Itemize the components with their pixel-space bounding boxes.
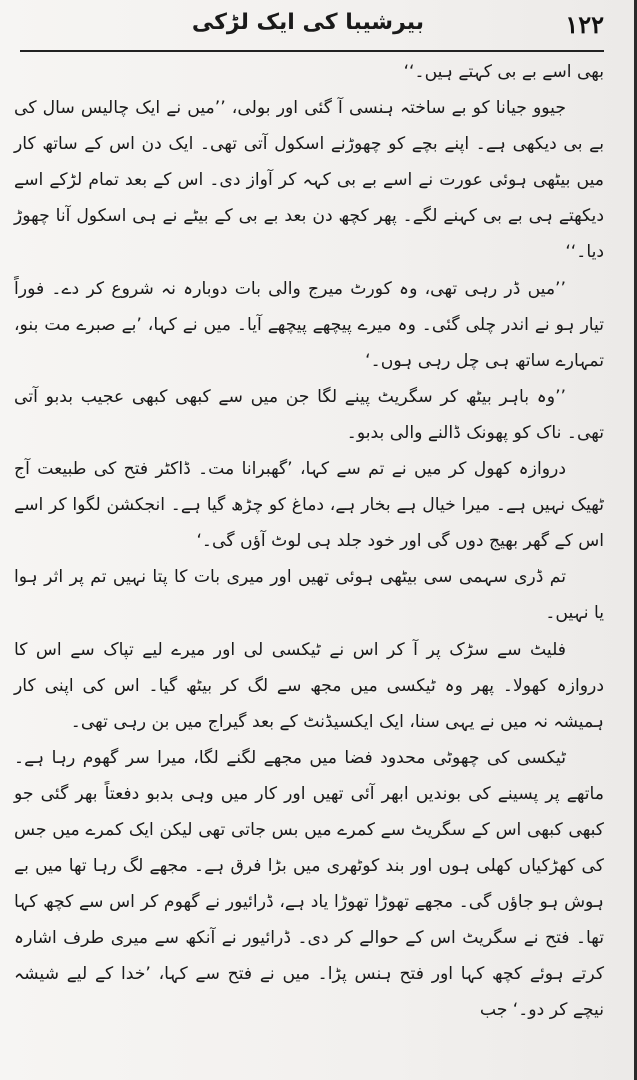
paragraph: ٹیکسی کی چھوٹی محدود فضا میں مجھے لگنے لگا، میرا سر گھوم رہا ہے۔ ماتھے پر پسینے کی بوندیں ابھر آئی تھیں اور کار میں وہی بدبو دفعتاً بھر گئی جو کبھی کبھی اس کے سگریٹ سے کمرے میں بس جاتی تھی لیکن ایک کمرے میں جس کی کھڑکیاں کھلی ہوں اور بند کوٹھری میں بڑا فرق ہے۔ مجھے لگ رہا تھا میں بے ہوش ہو جاؤں گی۔ مجھے تھوڑا تھوڑا یاد ہے، ڈرائیور نے گھوم کر اس سے کچھ کہا تھا۔ فتح نے سگریٹ اس کے حوالے کر دی۔ ڈرائیور نے آنکھ سے میری طرف اشارہ کرتے ہوئے کچھ کہا اور فتح ہنس پڑا۔ میں نے فتح سے کہا، ’خدا کے لیے شیشہ نیچے کر دو۔‘ جب [14,747,604,1021]
paragraph: ’’وہ باہر بیٹھ کر سگریٹ پینے لگا جن میں سے کبھی کبھی عجیب بدبو آتی تھی۔ ناک کو پھونک ڈالنے والی بدبو۔ [14,386,604,443]
header-rule [20,50,604,52]
paragraph: فلیٹ سے سڑک پر آ کر اس نے ٹیکسی لی اور میرے لیے تپاک سے اس کا دروازہ کھولا۔ پھر وہ ٹیکسی میں مجھ سے لگ کر بیٹھ گیا۔ اس کی اپنی کار ہمیشہ نہ میں نے یہی سنا، ایک ایکسیڈنٹ کے بعد گیراج میں بن رہی تھی۔ [14,639,604,732]
running-title: بیرشیبا کی ایک لڑکی [191,10,424,35]
paragraph: بھی اسے بے بی کہتے ہیں۔‘‘ [403,62,604,82]
body-text [14,54,604,1080]
page-number: ۱۲۲ [565,10,604,39]
paragraph: دروازہ کھول کر میں نے تم سے کہا، ’گھبرانا مت۔ ڈاکٹر فتح کی طبیعت آج ٹھیک نہیں ہے۔ میرا خیال ہے بخار ہے، دماغ کو چڑھ گیا ہے۔ انجکشن لگوا کر اسے اس کے گھر بھیج دوں گی اور خود جلد ہی لوٹ آؤں گی۔‘ [14,459,604,552]
paragraph: تم ڈری سہمی سی بیٹھی ہوئی تھیں اور میری بات کا پتا نہیں تم پر اثر ہوا یا نہیں۔ [14,567,604,624]
paragraph: جیوو جیانا کو بے ساختہ ہنسی آ گئی اور بولی، ’’میں نے ایک چالیس سال کی بے بی دیکھی ہے۔ اپنے بچے کو چھوڑنے اسکول آتی تھی۔ ایک دن اس کے ساتھ کار میں بیٹھی ہوئی عورت نے اسے بے بی کہہ کر آواز دی۔ اس کے بعد تمام لڑکے اسے دیکھتے ہی بے بی کہنے لگے۔ پھر کچھ دن بعد بے بی کے بیٹے نے ہی اسکول آنا چھوڑ دیا۔‘‘ [14,98,604,263]
paragraph: ’’میں ڈر رہی تھی، وہ کورٹ میرج والی بات دوبارہ نہ شروع کر دے۔ فوراً تیار ہو نے اندر چلی گئی۔ وہ میرے پیچھے پیچھے آیا۔ میں نے کہا، ’بے صبرے مت بنو، تمہارے ساتھ ہی چل رہی ہوں۔‘ [14,278,604,371]
page-header [20,6,604,46]
